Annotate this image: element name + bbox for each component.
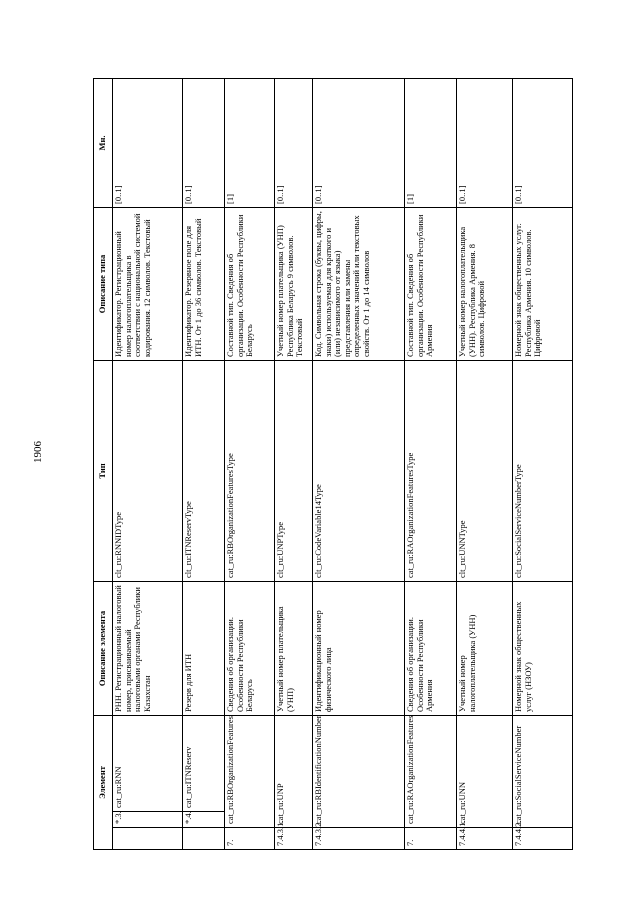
row-type-description: Код. Символьная строка (буквы, цифры, знаки) используемая для краткого и (или) независимого от языка) представления или замены определенных значений или текстовых свойств. От 1 до 14 символов xyxy=(313,208,405,361)
row-type: clt_ru:UNNType xyxy=(457,361,513,582)
row-type-description: Идентификатор. Резервное поле для ИТН. От 1 до 36 символов. Текстовый xyxy=(183,208,225,361)
row-element-description: Сведения об организации. Особенности Республики Армения xyxy=(405,582,457,716)
header-row xyxy=(94,79,113,850)
table-row xyxy=(513,79,573,850)
row-number: 7. xyxy=(225,828,275,850)
row-element: cat_ru:RBOrganizationFeatures xyxy=(225,716,275,828)
table-row xyxy=(405,79,457,850)
row-element: cat_ru:UNN xyxy=(457,716,513,828)
row-element-description: РНН. Регистрационный налоговый номер, присваиваемый налоговыми органами Республики Казахстан xyxy=(113,582,183,716)
header-type: Тип xyxy=(94,361,113,582)
row-type-description: Идентификатор. Регистрационный номер налогоплательщика в соответствии с национальной системой кодирования. 12 символов. Текстовый xyxy=(113,208,183,361)
row-type: clt_ru:CodeVariable14Type xyxy=(313,361,405,582)
row-multiplicity: [0..1] xyxy=(275,79,313,208)
row-element-description: Номерной знак общественных услуг (НЗОУ) xyxy=(513,582,573,716)
row-element-description: Идентификационный номер физического лица xyxy=(313,582,405,716)
row-number: *.4. xyxy=(183,812,225,828)
row-type-description: Номерной знак общественных услуг. Республика Армения. 10 символов. Цифровой xyxy=(513,208,573,361)
row-number: 7.4.4.2. xyxy=(513,828,573,850)
row-multiplicity: [1] xyxy=(225,79,275,208)
row-number: 7. xyxy=(405,828,457,850)
rotated-page xyxy=(93,79,543,850)
row-multiplicity: [0..1] xyxy=(113,79,183,208)
row-number: 7.4.4.1. xyxy=(457,828,513,850)
row-number: 7.4.3.2. xyxy=(313,828,405,850)
row-type: cat_ru:RBOrganizationFeaturesType xyxy=(225,361,275,582)
row-multiplicity: [0..1] xyxy=(513,79,573,208)
indent-cell xyxy=(113,828,183,850)
row-element: cat_ru:SocialServiceNumber xyxy=(513,716,573,828)
row-element-description: Учетный номер налогоплательщика (УНН) xyxy=(457,582,513,716)
table-row xyxy=(275,79,313,850)
table-row xyxy=(183,79,225,850)
header-element-description: Описание элемента xyxy=(94,582,113,716)
page-number: 1906 xyxy=(32,441,44,463)
schema-table xyxy=(93,78,573,850)
row-multiplicity: [0..1] xyxy=(457,79,513,208)
row-element: cat_ru:RBIdentificationNumber xyxy=(313,716,405,828)
row-type-description: Составной тип. Сведения об организации. Особенности Республики Беларусь xyxy=(225,208,275,361)
row-element-description: Сведения об организации. Особенности Республики Беларусь xyxy=(225,582,275,716)
row-type: cat_ru:RAOrganizationFeaturesType xyxy=(405,361,457,582)
row-element-description: Резерв для ИТН xyxy=(183,582,225,716)
row-multiplicity: [1] xyxy=(405,79,457,208)
row-type-description: Учетный номер плательщика (УНП) Республика Беларусь 9 символов. Текстовый xyxy=(275,208,313,361)
row-element: cat_ru:ITNReserv xyxy=(183,716,225,812)
row-type-description: Составной тип. Сведения об организации. Особенности Республики Армения xyxy=(405,208,457,361)
row-type: clt_ru:SocialServiceNumberType xyxy=(513,361,573,582)
row-type-description: Учетный номер налогоплательщика (УНН). Республика Армения. 8 символов. Цифровой xyxy=(457,208,513,361)
row-multiplicity: [0..1] xyxy=(313,79,405,208)
table-row xyxy=(457,79,513,850)
table-row xyxy=(313,79,405,850)
header-multiplicity: Мн. xyxy=(94,79,113,208)
row-number: *.3. xyxy=(113,812,183,828)
row-element: cat_ru:RAOrganizationFeatures xyxy=(405,716,457,828)
row-number: 7.4.3.1. xyxy=(275,828,313,850)
row-type: clt_ru:RNNIDType xyxy=(113,361,183,582)
header-element: Элемент xyxy=(94,716,113,850)
table-row xyxy=(225,79,275,850)
row-element: cat_ru:UNP xyxy=(275,716,313,828)
row-element-description: Учетный номер плательщика (УНП) xyxy=(275,582,313,716)
row-type: clt_ru:UNPType xyxy=(275,361,313,582)
row-type: clt_ru:ITNReservType xyxy=(183,361,225,582)
indent-cell xyxy=(183,828,225,850)
row-multiplicity: [0..1] xyxy=(183,79,225,208)
table-row xyxy=(113,79,183,850)
row-element: cat_ru:RNN xyxy=(113,716,183,812)
header-type-description: Описание типа xyxy=(94,208,113,361)
